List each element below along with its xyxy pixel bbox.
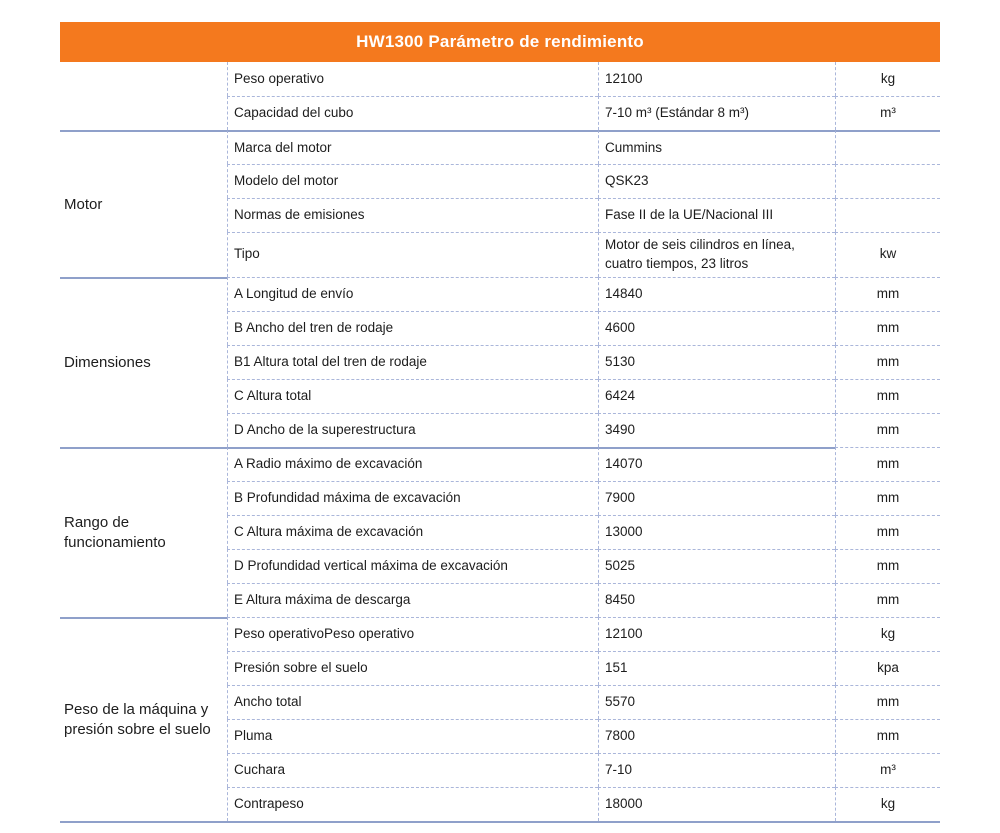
parameter-cell: B Ancho del tren de rodaje bbox=[227, 311, 598, 345]
unit-cell bbox=[835, 130, 940, 164]
unit-cell: kw bbox=[835, 232, 940, 277]
value-cell: Fase II de la UE/Nacional III bbox=[598, 198, 835, 232]
unit-cell: mm bbox=[835, 685, 940, 719]
parameter-cell: B Profundidad máxima de excavación bbox=[227, 481, 598, 515]
parameter-cell: Cuchara bbox=[227, 753, 598, 787]
value-cell: 7-10 m³ (Estándar 8 m³) bbox=[598, 96, 835, 130]
parameter-cell: Capacidad del cubo bbox=[227, 96, 598, 130]
value-cell: 7800 bbox=[598, 719, 835, 753]
value-cell: 7900 bbox=[598, 481, 835, 515]
unit-cell bbox=[835, 198, 940, 232]
category-cell: Peso de la máquina y presión sobre el suelo bbox=[60, 617, 227, 821]
parameter-cell: E Altura máxima de descarga bbox=[227, 583, 598, 617]
parameter-cell: Presión sobre el suelo bbox=[227, 651, 598, 685]
unit-cell: mm bbox=[835, 345, 940, 379]
category-cell: Motor bbox=[60, 130, 227, 277]
parameter-cell: Modelo del motor bbox=[227, 164, 598, 198]
category-cell bbox=[60, 62, 227, 130]
value-cell: 12100 bbox=[598, 617, 835, 651]
unit-cell: m³ bbox=[835, 96, 940, 130]
unit-cell: mm bbox=[835, 413, 940, 447]
unit-cell: kg bbox=[835, 62, 940, 96]
value-cell: 7-10 bbox=[598, 753, 835, 787]
unit-cell: mm bbox=[835, 481, 940, 515]
parameter-cell: Peso operativoPeso operativo bbox=[227, 617, 598, 651]
unit-cell: mm bbox=[835, 583, 940, 617]
unit-cell: mm bbox=[835, 549, 940, 583]
category-cell: Dimensiones bbox=[60, 277, 227, 447]
unit-cell: m³ bbox=[835, 753, 940, 787]
value-cell: 13000 bbox=[598, 515, 835, 549]
value-cell: 5025 bbox=[598, 549, 835, 583]
value-cell: 3490 bbox=[598, 413, 835, 447]
value-cell: 5570 bbox=[598, 685, 835, 719]
value-cell: 12100 bbox=[598, 62, 835, 96]
value-cell: 5130 bbox=[598, 345, 835, 379]
parameter-cell: Tipo bbox=[227, 232, 598, 277]
value-cell: Cummins bbox=[598, 130, 835, 164]
parameter-cell: A Longitud de envío bbox=[227, 277, 598, 311]
parameter-cell: C Altura total bbox=[227, 379, 598, 413]
table-title: HW1300 Parámetro de rendimiento bbox=[60, 22, 940, 62]
parameter-cell: B1 Altura total del tren de rodaje bbox=[227, 345, 598, 379]
value-cell: 14840 bbox=[598, 277, 835, 311]
parameter-cell: Ancho total bbox=[227, 685, 598, 719]
parameter-cell: Pluma bbox=[227, 719, 598, 753]
unit-cell: mm bbox=[835, 515, 940, 549]
unit-cell: mm bbox=[835, 311, 940, 345]
unit-cell: mm bbox=[835, 379, 940, 413]
unit-cell: mm bbox=[835, 277, 940, 311]
parameter-cell: Contrapeso bbox=[227, 787, 598, 821]
value-cell: 8450 bbox=[598, 583, 835, 617]
value-cell: 4600 bbox=[598, 311, 835, 345]
spec-grid bbox=[60, 62, 940, 823]
unit-cell: kpa bbox=[835, 651, 940, 685]
unit-cell: mm bbox=[835, 447, 940, 481]
value-cell: 18000 bbox=[598, 787, 835, 821]
category-cell: Rango de funcionamiento bbox=[60, 447, 227, 617]
parameter-cell: Peso operativo bbox=[227, 62, 598, 96]
unit-cell: kg bbox=[835, 617, 940, 651]
parameter-cell: C Altura máxima de excavación bbox=[227, 515, 598, 549]
parameter-cell: A Radio máximo de excavación bbox=[227, 447, 598, 481]
value-cell: 151 bbox=[598, 651, 835, 685]
value-cell: 14070 bbox=[598, 447, 835, 481]
value-cell: 6424 bbox=[598, 379, 835, 413]
unit-cell bbox=[835, 164, 940, 198]
value-cell: QSK23 bbox=[598, 164, 835, 198]
parameter-cell: Marca del motor bbox=[227, 130, 598, 164]
parameter-cell: D Ancho de la superestructura bbox=[227, 413, 598, 447]
spec-table bbox=[60, 22, 940, 823]
value-cell: Motor de seis cilindros en línea, cuatro tiempos, 23 litros bbox=[598, 232, 835, 277]
parameter-cell: Normas de emisiones bbox=[227, 198, 598, 232]
parameter-cell: D Profundidad vertical máxima de excavación bbox=[227, 549, 598, 583]
unit-cell: mm bbox=[835, 719, 940, 753]
unit-cell: kg bbox=[835, 787, 940, 821]
